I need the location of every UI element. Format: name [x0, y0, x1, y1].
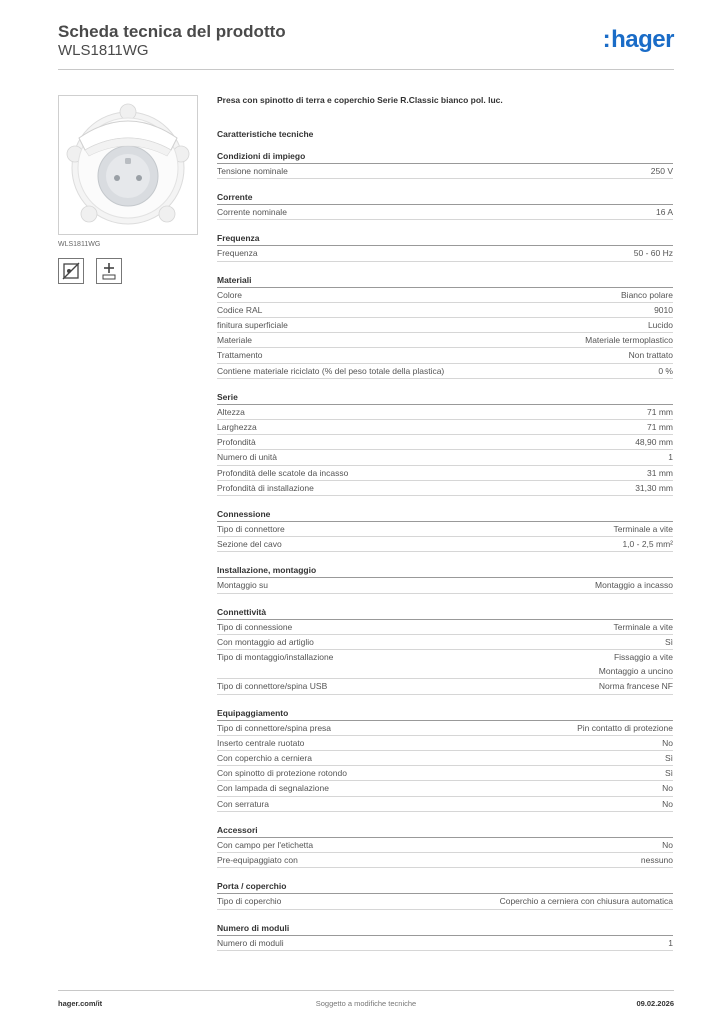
spec-label: Larghezza: [217, 422, 257, 433]
spec-row: [217, 894, 673, 909]
spec-row: [217, 481, 673, 496]
spec-row: [217, 318, 673, 333]
spec-value: Terminale a vite: [613, 524, 673, 535]
spec-value: Norma francese NF: [598, 681, 673, 692]
spec-group: [217, 508, 673, 552]
spec-row: [217, 466, 673, 481]
spec-value: 50 - 60 Hz: [633, 248, 673, 259]
spec-value: No: [662, 783, 673, 794]
spec-label: Tipo di montaggio/installazione: [217, 652, 334, 663]
spec-label: Montaggio su: [217, 580, 269, 591]
spec-row: [217, 246, 673, 261]
spec-row: [217, 288, 673, 303]
spec-group-title: Numero di moduli: [217, 922, 673, 936]
spec-value: 1: [668, 452, 673, 463]
spec-row: [217, 164, 673, 179]
spec-value: 250 V: [650, 166, 673, 176]
spec-row: [217, 303, 673, 318]
spec-groups: [217, 150, 673, 951]
spec-label: Numero di moduli: [217, 937, 284, 948]
spec-row: [217, 751, 673, 766]
spec-value: 1: [668, 937, 673, 948]
spec-label: Numero di unità: [217, 452, 278, 463]
page-footer: [58, 990, 674, 1008]
spec-label: Tensione nominale: [217, 166, 288, 176]
spec-row: [217, 838, 673, 853]
spec-value: Pin contatto di protezione: [577, 722, 673, 733]
spec-group: [217, 150, 673, 179]
spec-label: Profondità delle scatole da incasso: [217, 467, 349, 478]
spec-value: Lucido: [647, 320, 673, 331]
spec-row: [217, 736, 673, 751]
spec-value: Bianco polare: [621, 289, 673, 300]
spec-label: Codice RAL: [217, 304, 263, 315]
spec-group: [217, 606, 673, 695]
spec-value: 31 mm: [647, 467, 673, 478]
spec-row: [217, 348, 673, 363]
spec-group: [217, 707, 673, 812]
spec-label: Contiene materiale riciclato (% del peso totale della plastica): [217, 365, 445, 376]
spec-value: No: [662, 839, 673, 850]
spec-value: No: [662, 737, 673, 748]
spec-group: [217, 922, 673, 951]
spec-label: Trattamento: [217, 350, 263, 361]
spec-group: [217, 391, 673, 496]
spec-label: Tipo di connettore: [217, 524, 285, 535]
spec-label: Tipo di coperchio: [217, 896, 282, 907]
spec-row: [217, 537, 673, 552]
spec-value: 71 mm: [647, 422, 673, 433]
spec-group-title: Installazione, montaggio: [217, 564, 673, 578]
spec-label: Corrente nominale: [217, 207, 287, 218]
spec-label: Profondità: [217, 437, 256, 448]
spec-value: 48,90 mm: [635, 437, 673, 448]
spec-row: [217, 578, 673, 593]
spec-label: Profondità di installazione: [217, 482, 314, 493]
spec-row: [217, 853, 673, 868]
spec-row: [217, 721, 673, 736]
spec-row: [217, 405, 673, 420]
spec-value: Terminale a vite: [613, 621, 673, 632]
spec-row: [217, 620, 673, 635]
spec-group-title: Condizioni di impiego: [217, 150, 673, 164]
spec-group-title: Frequenza: [217, 232, 673, 246]
product-image: [58, 95, 198, 235]
spec-value: 0 %: [658, 365, 673, 376]
spec-value: 1,0 - 2,5 mm²: [622, 539, 673, 550]
spec-label: finitura superficiale: [217, 320, 288, 331]
spec-label: Con serratura: [217, 798, 269, 809]
spec-row: [217, 333, 673, 348]
spec-label: Tipo di connettore/spina presa: [217, 722, 332, 733]
spec-group-title: Materiali: [217, 274, 673, 288]
spec-label: Con montaggio ad artiglio: [217, 636, 314, 647]
spec-value: Sì: [664, 753, 673, 764]
spec-group-title: Equipaggiamento: [217, 707, 673, 721]
footer-note: Soggetto a modifiche tecniche: [315, 999, 417, 1008]
spec-label: Frequenza: [217, 248, 258, 259]
spec-row: [217, 435, 673, 450]
spec-label: Sezione del cavo: [217, 539, 282, 550]
spec-row: [217, 364, 673, 379]
spec-group-title: Serie: [217, 391, 673, 405]
spec-group-title: Accessori: [217, 824, 673, 838]
spec-value: Non trattato: [628, 350, 673, 361]
product-description: Presa con spinotto di terra e coperchio Serie R.Classic bianco pol. luc.: [217, 95, 503, 105]
spec-column: [217, 95, 673, 951]
earth-pin-icon: [96, 258, 122, 284]
spec-value: No: [662, 798, 673, 809]
spec-group: [217, 824, 673, 868]
spec-value: Sì: [664, 768, 673, 779]
spec-label: Con spinotto di protezione rotondo: [217, 768, 347, 779]
footer-date: 09.02.2026: [636, 999, 674, 1008]
spec-value: 31,30 mm: [635, 482, 673, 493]
spec-row: [217, 522, 673, 537]
spec-row: [217, 781, 673, 796]
spec-row: [217, 420, 673, 435]
spec-label: Tipo di connessione: [217, 621, 293, 632]
spec-label: Con campo per l'etichetta: [217, 839, 314, 850]
spec-label: Materiale: [217, 335, 252, 346]
spec-group-title: Connessione: [217, 508, 673, 522]
spec-value: Fissaggio a vite Montaggio a uncino: [598, 652, 673, 677]
spec-value: Materiale termoplastico: [585, 335, 673, 346]
spec-row: [217, 650, 673, 679]
product-reference: WLS1811WG: [58, 42, 149, 59]
spec-row: [217, 205, 673, 220]
spec-value: Montaggio a incasso: [595, 580, 673, 591]
hager-logo: :hager: [602, 26, 674, 53]
spec-label: Tipo di connettore/spina USB: [217, 681, 328, 692]
spec-group: [217, 880, 673, 909]
section-title: Caratteristiche tecniche: [217, 129, 314, 139]
spec-value: Coperchio a cerniera con chiusura automatica: [499, 896, 673, 907]
spec-label: Inserto centrale ruotato: [217, 737, 305, 748]
image-caption: WLS1811WG: [58, 241, 101, 248]
spec-row: [217, 936, 673, 951]
spec-group: [217, 564, 673, 593]
spec-value: 16 A: [655, 207, 673, 218]
spec-label: Con coperchio a cerniera: [217, 753, 312, 764]
spec-group: [217, 191, 673, 220]
child-protection-icon: [58, 258, 84, 284]
spec-row: [217, 450, 673, 465]
page-header: [58, 20, 674, 70]
spec-value: 9010: [654, 304, 673, 315]
spec-row: [217, 766, 673, 781]
spec-group: [217, 274, 673, 379]
spec-value: nessuno: [640, 855, 673, 866]
spec-label: Altezza: [217, 406, 245, 417]
spec-row: [217, 635, 673, 650]
spec-label: Pre-equipaggiato con: [217, 855, 298, 866]
footer-website[interactable]: hager.com/it: [58, 999, 103, 1008]
spec-label: Con lampada di segnalazione: [217, 783, 329, 794]
product-panel: [58, 95, 198, 284]
spec-group-title: Corrente: [217, 191, 673, 205]
spec-label: Colore: [217, 289, 243, 300]
spec-row: [217, 797, 673, 812]
spec-value: Sì: [664, 636, 673, 647]
spec-group-title: Connettività: [217, 606, 673, 620]
page-title: Scheda tecnica del prodotto: [58, 22, 286, 41]
feature-icons: [58, 258, 198, 284]
spec-row: [217, 679, 673, 694]
spec-group-title: Porta / coperchio: [217, 880, 673, 894]
spec-value: 71 mm: [647, 406, 673, 417]
spec-group: [217, 232, 673, 261]
